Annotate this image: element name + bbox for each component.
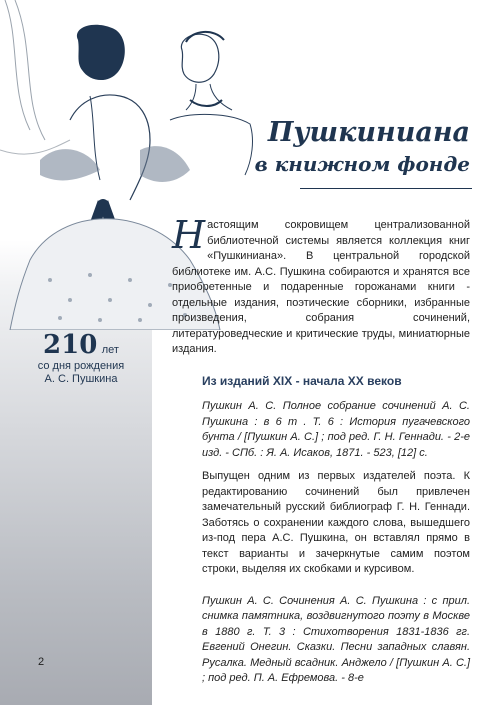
title-underline (300, 188, 472, 189)
main-text (172, 213, 470, 695)
anniversary-label (22, 330, 140, 386)
biblio-entry-2: Пушкин А. С. Сочинения А. С. Пушкина : с прил. снимка памятника, воздвигнутого поэту в Москве в 1880 г. Т. 3 : Стихотворения 1831-1836 гг. Евгений Онегин. Сказки. Песни западных славян. Русалка. Медный всадник. Анджело / [Пушкин А. С.] ; под ред. П. А. Ефремова. - 8-е (202, 594, 470, 684)
entry-1-description: Выпущен одним из первых издателей поэта. К редактированию сочинений был привлечен замечательный русский библиограф Г. Н. Геннади. Заботясь о сохранении каждого слова, вышедшего из-под пера А.С. Пушкина, он вставлял прямо в текст варианты и зачеркнутые самим поэтом строки, выделяя их скобками и курсивом. (202, 470, 470, 575)
intro-paragraph (172, 213, 470, 358)
anniversary-number: 210 (43, 330, 98, 360)
page-title (240, 118, 470, 176)
anniversary-line-2: А. С. Пушкина (44, 373, 118, 385)
intro-text: астоящим сокровищем централизованной библиотечной системы является коллекция книг «Пушкиниана». В центральной городской библиотеке им. А.С. Пушкина собираются и хранятся все приобретенные и подаренные горожанами книги - отдельные издания, поэтические сборники, избранные произведения, собрания сочинений, литературоведческие и критические труды, миниатюрные издания. (172, 219, 470, 355)
title-line-1: Пушкиниана (267, 117, 470, 148)
anniversary-line-1: со дня рождения (37, 360, 125, 372)
biblio-entry-1: Пушкин А. С. Полное собрание сочинений А. С. Пушкина : в 6 т . Т. 6 : История пугачевского бунта / [Пушкин А. С.] ; под ред. Г. Н. Геннади. - 2-е изд. - СПб. : Я. А. Исаков, 1871. - 523, [12] с. (202, 400, 470, 459)
section-heading: Из изданий XIX - начала XX веков (202, 373, 402, 388)
anniversary-unit: лет (101, 344, 119, 356)
page-number: 2 (38, 656, 45, 668)
drop-cap: Н (172, 213, 206, 257)
title-line-2: в книжном фонде (254, 152, 470, 176)
